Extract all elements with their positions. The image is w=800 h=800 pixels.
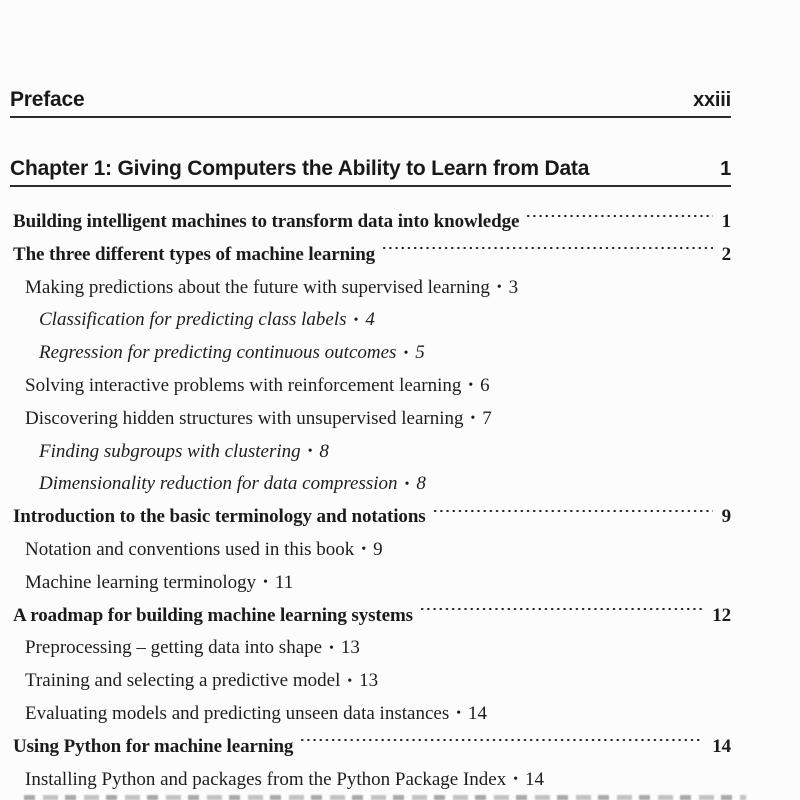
toc-entry [13,304,731,337]
toc-bullet-separator: • [404,475,410,491]
toc-bullet-separator: • [496,279,502,295]
toc-entry-page-number: 11 [274,571,294,593]
toc-entry-text: Solving interactive problems with reinforcement learning [25,374,462,396]
toc-entry-page-number: 9 [721,506,731,528]
chapter-page-number: 1 [720,158,731,180]
toc-entry-text: Finding subgroups with clustering [39,440,301,462]
toc-bullet-separator: • [329,639,334,655]
toc-entry-page-number: 14 [712,735,731,757]
toc-entry [13,665,731,698]
chapter-heading-row [10,153,731,187]
preface-title: Preface [10,88,85,111]
toc-entry [13,272,731,305]
toc-entry [13,436,731,469]
toc-entry [13,534,731,567]
toc-entry [13,501,731,534]
toc-entry-text: Notation and conventions used in this book [25,538,355,560]
toc-entry [13,403,731,436]
toc-entry-page-number: 13 [340,637,360,659]
toc-entry-text: Making predictions about the future with supervised learning [25,276,490,298]
toc-entry-page-number: 3 [508,276,519,298]
toc-entry [13,600,731,633]
toc-entry [13,239,731,272]
toc-entry-text: Dimensionality reduction for data compression [39,473,398,495]
toc-entry-text: Building intelligent machines to transform data into knowledge [13,211,520,232]
toc-bullet-separator: • [263,574,268,590]
chapter-title: Chapter 1: Giving Computers the Ability to Learn from Data [10,157,590,180]
toc-bullet-separator: • [307,443,313,459]
preface-page-number: xxiii [693,89,731,111]
toc-entry [13,337,731,370]
toc-bullet-separator: • [468,377,474,393]
toc-entry-page-number: 12 [712,604,731,626]
toc-entry-text: Machine learning terminology [25,571,257,593]
toc-entry-text: Classification for predicting class labels [39,309,347,331]
toc-entry [13,632,731,665]
toc-bullet-separator: • [513,771,519,787]
toc-entry [13,731,731,764]
toc-entry-page-number: 7 [482,407,492,429]
toc-entry-page-number: 6 [480,374,490,396]
toc-bullet-separator: • [353,311,359,327]
toc-bullet-separator: • [456,705,462,721]
toc-entry-page-number: 13 [359,670,379,692]
toc-bullet-separator: • [470,410,476,426]
toc-entry-text: Using Python for machine learning [13,735,294,757]
toc-entry-page-number: 2 [721,243,731,265]
toc-entry-text: Preprocessing – getting data into shape [25,637,323,659]
preface-heading-row [10,84,731,118]
toc-entry-page-number: 1 [721,211,731,232]
toc-entry [13,764,731,797]
toc-entry-text: A roadmap for building machine learning systems [13,604,413,626]
toc-entry-page-number: 9 [373,538,383,560]
toc-entry-text: The three different types of machine learning [13,243,376,265]
toc-entry [13,567,731,600]
cutoff-text-row [24,795,746,800]
toc-entry-page-number: 14 [525,768,545,790]
toc-bullet-separator: • [403,344,409,360]
toc-entry-page-number: 14 [468,702,488,724]
toc-entry-page-number: 8 [416,473,426,495]
toc-entry-text: Introduction to the basic terminology and notations [13,506,426,528]
toc-entry-text: Installing Python and packages from the Python Package Index [25,768,507,790]
toc-bullet-separator: • [347,672,353,688]
toc-entry [13,370,731,403]
toc-entry [13,468,731,501]
toc-entry-page-number: 4 [365,309,375,331]
toc-entry-text: Discovering hidden structures with unsupervised learning [25,407,464,429]
toc-entry [13,206,731,239]
toc-entry-text: Evaluating models and predicting unseen data instances [25,702,450,724]
toc-entry-page-number: 5 [415,342,425,364]
toc-entry-list [13,206,731,796]
toc-entry [13,698,731,731]
toc-entry-text: Regression for predicting continuous outcomes [39,342,397,364]
toc-entry-page-number: 8 [319,440,329,462]
toc-entry-text: Training and selecting a predictive model [25,670,341,692]
toc-bullet-separator: • [361,541,367,557]
